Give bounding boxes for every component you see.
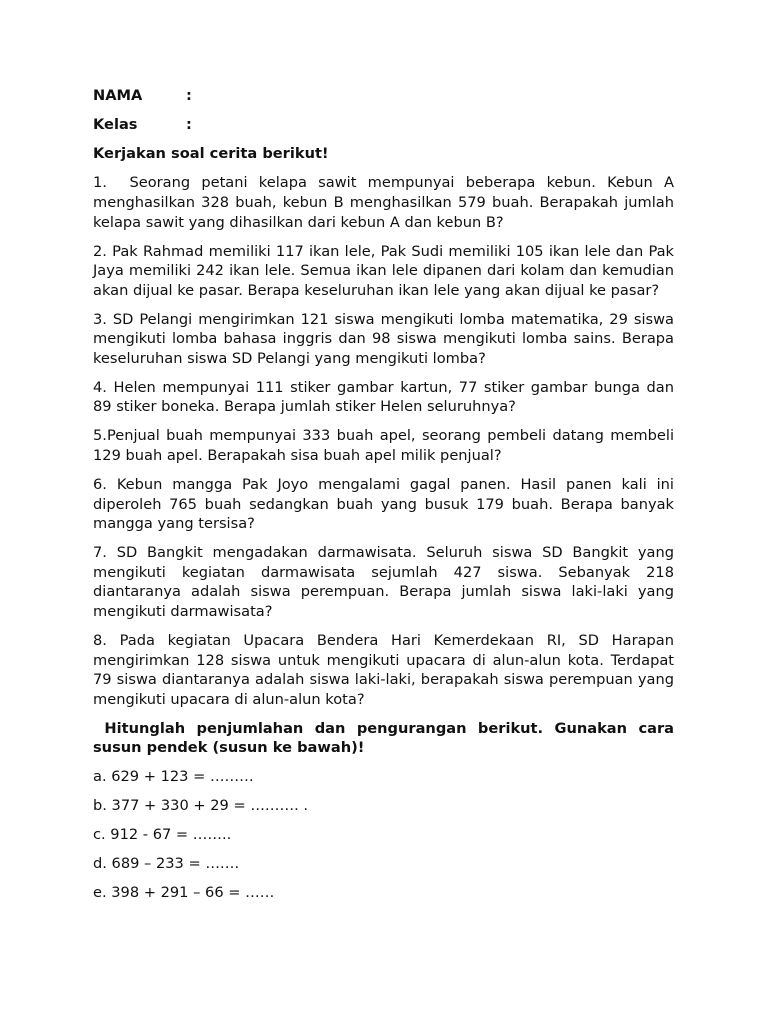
question-4	[93, 378, 674, 417]
question-text: Pak Rahmad memiliki 117 ikan lele, Pak Sudi memiliki 105 ikan lele dan Pak Jaya memiliki 242 ikan lele. Semua ikan lele dipanen dari kolam dan kemudian akan dijual ke pasar. Berapa keseluruhan ikan lele yang akan dijual ke pasar?	[93, 242, 675, 299]
question-number: 6.	[93, 476, 107, 494]
exercise-b: b. 377 + 330 + 29 = ………. .	[93, 797, 309, 815]
calculation-instruction-text: Hitunglah penjumlahan dan pengurangan berikut. Gunakan cara susun pendek (susun ke bawah)!	[93, 719, 674, 757]
exercise-a: a. 629 + 123 = ………	[93, 768, 254, 786]
question-text: Pada kegiatan Upacara Bendera Hari Kemerdekaan RI, SD Harapan mengirimkan 128 siswa untuk mengikuti upacara di alun-alun kota. Terdapat 79 siswa diantaranya adalah siswa laki-laki, berapakah siswa perempuan yang mengikuti upacara di alun-alun kota?	[93, 631, 675, 708]
class-field	[93, 115, 674, 135]
exercise-d: d. 689 – 233 = …….	[93, 855, 240, 873]
question-3	[93, 310, 674, 369]
exercise-c: c. 912 - 67 = ……..	[93, 826, 232, 844]
worksheet-page	[93, 86, 674, 912]
class-colon: :	[186, 116, 192, 134]
class-label: Kelas	[93, 116, 138, 134]
question-number: 3.	[93, 310, 107, 328]
name-colon: :	[186, 87, 192, 104]
exercise-e: e. 398 + 291 – 66 = ……	[93, 884, 275, 902]
question-7	[93, 543, 674, 621]
question-1	[93, 173, 674, 232]
question-text: Kebun mangga Pak Joyo mengalami gagal panen. Hasil panen kali ini diperoleh 765 buah sedangkan buah yang busuk 179 buah. Berapa banyak mangga yang tersisa?	[93, 476, 674, 533]
question-number: 5.	[93, 427, 107, 445]
question-number: 2.	[93, 242, 107, 260]
question-5	[93, 426, 674, 465]
name-label: NAMA	[93, 87, 143, 104]
question-text: Penjual buah mempunyai 333 buah apel, seorang pembeli datang membeli 129 buah apel. Berapakah sisa buah apel milik penjual?	[93, 427, 674, 465]
question-text: Seorang petani kelapa sawit mempunyai beberapa kebun. Kebun A menghasilkan 328 buah, kebun B menghasilkan 579 buah. Berapakah jumlah kelapa sawit yang dihasilkan dari kebun A dan kebun B?	[93, 174, 675, 231]
name-field	[93, 86, 674, 106]
question-2	[93, 242, 674, 301]
question-text: SD Bangkit mengadakan darmawisata. Seluruh siswa SD Bangkit yang mengikuti kegiatan darmawisata sejumlah 427 siswa. Sebanyak 218 diantaranya adalah siswa perempuan. Berapa jumlah siswa laki-laki yang mengikuti darmawisata?	[93, 544, 675, 620]
story-instruction: Kerjakan soal cerita berikut!	[93, 145, 329, 163]
question-text: SD Pelangi mengirimkan 121 siswa mengikuti lomba matematika, 29 siswa mengikuti lomba bahasa inggris dan 98 siswa mengikuti lomba sains. Berapa keseluruhan siswa SD Pelangi yang mengikuti lomba?	[93, 310, 674, 367]
question-number: 1.	[93, 174, 107, 192]
question-8	[93, 631, 674, 709]
question-text: Helen mempunyai 111 stiker gambar kartun, 77 stiker gambar bunga dan 89 stiker boneka. Berapa jumlah stiker Helen seluruhnya?	[93, 378, 674, 416]
question-number: 7.	[93, 544, 107, 562]
question-number: 4.	[93, 378, 107, 396]
question-6	[93, 475, 674, 534]
calculation-instruction	[93, 719, 674, 758]
question-number: 8.	[93, 631, 107, 649]
